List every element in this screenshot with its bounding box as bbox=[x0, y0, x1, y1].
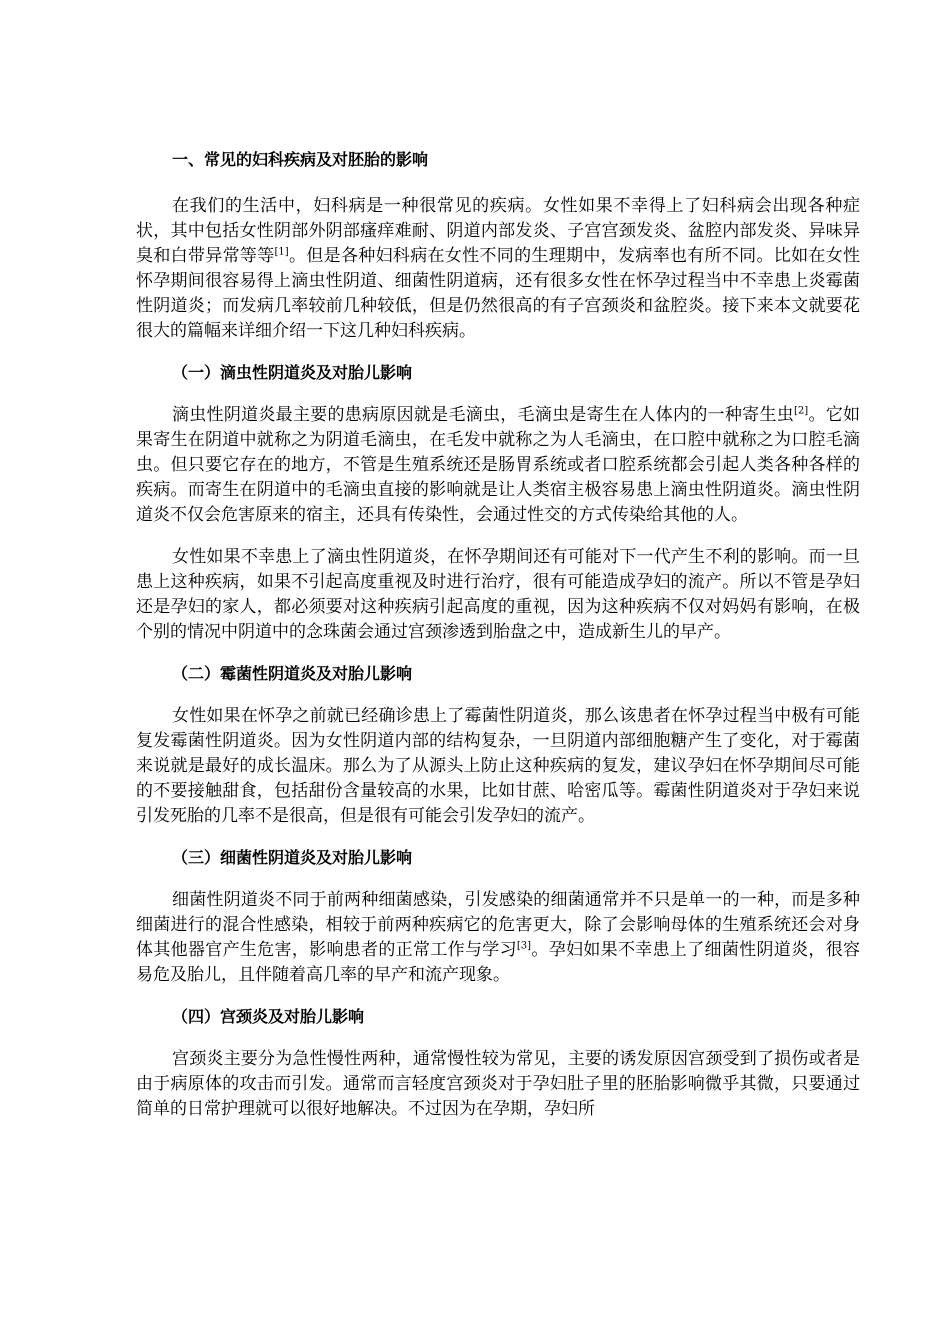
section-heading: 一、常见的妇科疾病及对胚胎的影响 bbox=[172, 150, 429, 169]
citation-ref: [2] bbox=[794, 405, 809, 417]
fungal-paragraph: 女性如果在怀孕之前就已经确诊患上了霉菌性阴道炎，那么该患者在怀孕过程当中极有可能复发霉菌性阴道炎。因为女性阴道内部的结构复杂，一旦阴道内部细胞糖产生了变化，对于霉菌来说就是最好的成长温床。那么为了从源头上防止这种疾病的复发，建议孕妇在怀孕期间尽可能的不要接触甜食，包括甜份含量较高的水果，比如甘蔗、哈密瓜等。霉菌性阴道炎对于孕妇来说引发死胎的几率不是很高，但是很有可能会引发孕妇的流产。 bbox=[136, 706, 860, 826]
document-page bbox=[136, 148, 860, 1139]
subsection-heading-trichomonas: （一）滴虫性阴道炎及对胎儿影响 bbox=[172, 363, 413, 382]
citation-ref: [1] bbox=[274, 246, 289, 258]
bacterial-paragraph bbox=[136, 888, 860, 988]
paragraph-text: 滴虫性阴道炎最主要的患病原因就是毛滴虫，毛滴虫是寄生在人体内的一种寄生虫 bbox=[172, 405, 794, 425]
trichomonas-paragraph-1 bbox=[136, 403, 860, 528]
paragraph-text: 。孕妇如果不幸患上了细菌性阴道炎，很容易危及胎儿，且伴随着高几率的早产和流产现象。 bbox=[136, 940, 861, 985]
cervicitis-paragraph: 宫颈炎主要分为急性慢性两种，通常慢性较为常见，主要的诱发原因宫颈受到了损伤或者是由于病原体的攻击而引发。通常而言轻度宫颈炎对于孕妇肚子里的胚胎影响微乎其微，只要通过简单的日常护理就可以很好地解决。不过因为在孕期，孕妇所 bbox=[136, 1049, 860, 1119]
subsection-heading-bacterial: （三）细菌性阴道炎及对胎儿影响 bbox=[172, 848, 413, 867]
paragraph-text: 。但是各种妇科病在女性不同的生理期中，发病率也有所不同。比如在女性怀孕期间很容易得上滴虫性阴道、细菌性阴道病，还有很多女性在怀孕过程当中不幸患上炎霉菌性阴道炎；而发病几率较前几种较低，但是仍然很高的有子宫颈炎和盆腔炎。接下来本文就要花很大的篇幅来详细介绍一下这几种妇科疾病。 bbox=[136, 246, 861, 341]
paragraph-text: 细菌性阴道炎不同于前两种细菌感染，引发感染的细菌通常并不只是单一的一种，而是多种细菌进行的混合性感染，相较于前两种疾病它的危害更大，除了会影响母体的生殖系统还会对身体其他器官产生危害，影响患者的正常工作与学习 bbox=[136, 890, 860, 960]
subsection-heading-cervicitis: （四）宫颈炎及对胎儿影响 bbox=[172, 1007, 365, 1026]
subsection-heading-fungal: （二）霉菌性阴道炎及对胎儿影响 bbox=[172, 664, 413, 683]
trichomonas-paragraph-2: 女性如果不幸患上了滴虫性阴道炎，在怀孕期间还有可能对下一代产生不利的影响。而一旦患上这种疾病，如果不引起高度重视及时进行治疗，很有可能造成孕妇的流产。所以不管是孕妇还是孕妇的家人，都必须要对这种疾病引起高度的重视，因为这种疾病不仅对妈妈有影响，在极个别的情况中阴道中的念珠菌会通过宫颈渗透到胎盘之中，造成新生儿的早产。 bbox=[136, 547, 860, 642]
paragraph-text: 。它如果寄生在阴道中就称之为阴道毛滴虫，在毛发中就称之为人毛滴虫，在口腔中就称之为口腔毛滴虫。但只要它存在的地方，不管是生殖系统还是肠胃系统或者口腔系统都会引起人类各种各样的疾病。而寄生在阴道中的毛滴虫直接的影响就是让人类宿主极容易患上滴虫性阴道炎。滴虫性阴道炎不仅会危害原来的宿主，还具有传染性，会通过性交的方式传染给其他的人。 bbox=[136, 405, 861, 525]
paragraph-text: 在我们的生活中，妇科病是一种很常见的疾病。女性如果不幸得上了妇科病会出现各种症状，其中包括女性阴部外阴部瘙痒难耐、阴道内部发炎、子宫宫颈发炎、盆腔内部发炎、异味异臭和白带异常等等 bbox=[136, 196, 860, 266]
intro-paragraph bbox=[136, 194, 860, 344]
citation-ref: [3] bbox=[516, 940, 532, 952]
